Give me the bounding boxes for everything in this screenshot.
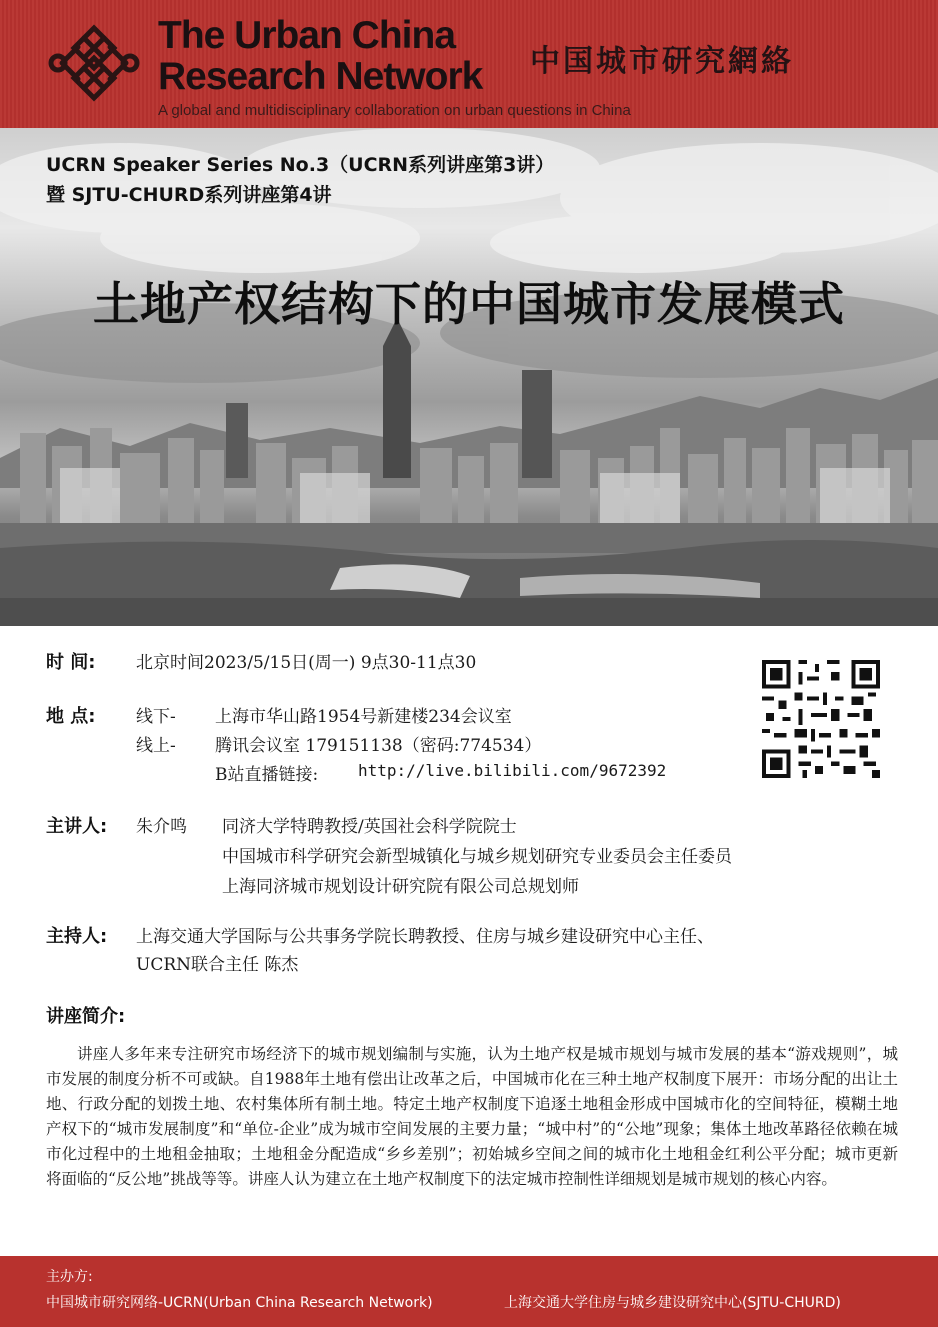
speaker-name: 朱介鸣 <box>136 817 187 837</box>
time-value: 北京时间2023/5/15日(周一) 9点30-11点30 <box>136 653 477 673</box>
offline-label: 线下- <box>136 707 176 727</box>
stream-label: B站直播链接: <box>215 765 319 785</box>
speaker-title: 中国城市科学研究会新型城镇化与城乡规划研究专业委员会主任委员 <box>222 847 732 867</box>
online-label: 线上- <box>136 736 176 756</box>
footer-banner <box>0 1256 938 1327</box>
speaker-label: 主讲人: <box>46 816 108 837</box>
lecture-title: 土地产权结构下的中国城市发展模式 <box>93 277 845 331</box>
intro-heading: 讲座简介: <box>46 1006 126 1027</box>
speaker-title: 同济大学特聘教授/英国社会科学院院士 <box>222 817 517 837</box>
sponsor-sjtu-churd: 上海交通大学住房与城乡建设研究中心(SJTU-CHURD) <box>504 1295 841 1311</box>
hero-cityscape <box>0 128 938 626</box>
sponsor-label: 主办方: <box>46 1269 93 1285</box>
offline-venue: 上海市华山路1954号新建楼234会议室 <box>215 707 512 727</box>
brand-tagline: A global and multidisciplinary collaboration on urban questions in China <box>158 102 631 119</box>
online-meeting: 腾讯会议室 179151138（密码:774534） <box>215 736 542 756</box>
qr-code-icon[interactable] <box>762 660 880 778</box>
place-label: 地 点: <box>46 706 96 727</box>
host-line1: 上海交通大学国际与公共事务学院长聘教授、住房与城乡建设研究中心主任、 <box>136 927 714 947</box>
sponsor-ucrn: 中国城市研究网络-UCRN(Urban China Research Network) <box>46 1295 433 1311</box>
speaker-title: 上海同济城市规划设计研究院有限公司总规划师 <box>222 877 579 897</box>
series-title-line1: UCRN Speaker Series No.3（UCRN系列讲座第3讲） <box>46 154 555 176</box>
brand-name-chinese: 中国城市研究網絡 <box>530 44 794 79</box>
stream-link[interactable]: http://live.bilibili.com/9672392 <box>358 761 667 780</box>
time-label: 时 间: <box>46 652 96 673</box>
host-line2: UCRN联合主任 陈杰 <box>136 955 299 975</box>
host-label: 主持人: <box>46 926 108 947</box>
intro-body: 讲座人多年来专注研究市场经济下的城市规划编制与实施，认为土地产权是城市规划与城市发展的基本“游戏规则”，城市发展的制度分析不可或缺。自1988年土地有偿出让改革之后，中国城市化在三种土地产权制度下展开：市场分配的出让土地、行政分配的划拨土地、农村集体所有制土地。特定土地产权制度下追逐土地租金形成中国城市化的空间特征，模糊土地产权下的“城市发展制度”和“单位-企业”成为城市空间发展的主要力量；“城中村”的“公地”现象；集体土地改革路径依赖在城市化过程中的土地租金抽取；土地租金分配造成“乡乡差别”；初始城乡空间之间的城市化土地租金红利公平分配；城市更新将面临的“反公地”挑战等等。讲座人认为建立在土地产权制度下的法定城市控制性详细规划是城市规划的核心内容。 <box>46 1045 898 1188</box>
brand-name-line1: The Urban China <box>158 14 456 57</box>
series-title-line2: 暨 SJTU-CHURD系列讲座第4讲 <box>46 184 332 206</box>
brand-name-line2: Research Network <box>158 55 483 98</box>
header-banner <box>0 0 938 128</box>
chinese-knot-icon <box>48 22 140 104</box>
